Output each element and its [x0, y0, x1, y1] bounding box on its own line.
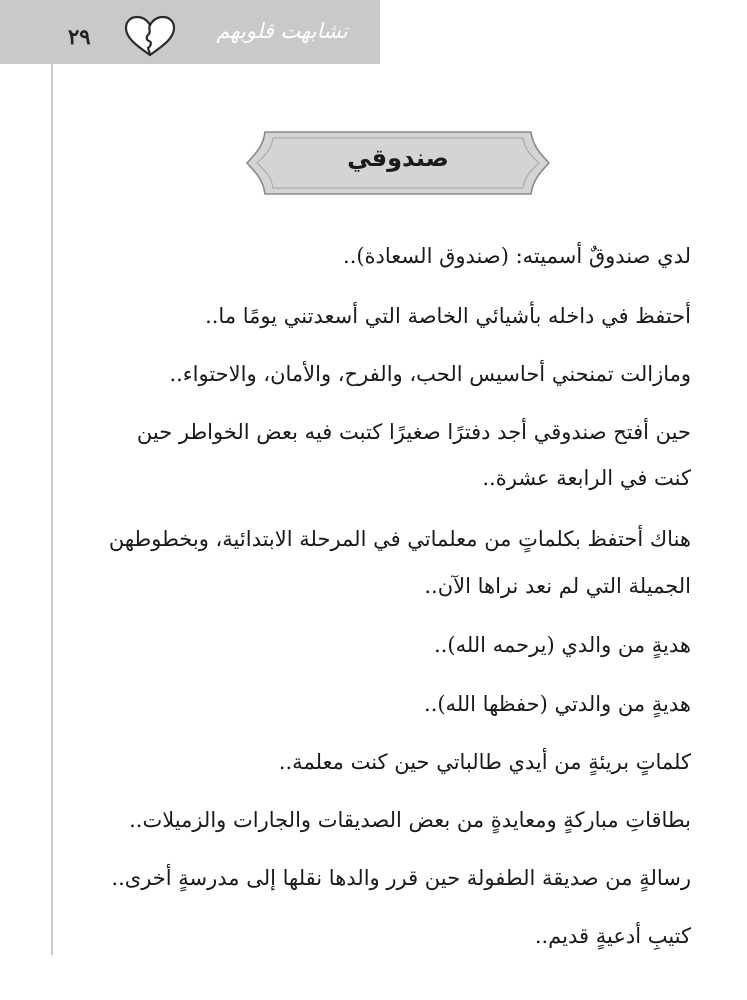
body-line-7: الجميلة التي لم نعد نراها الآن..	[424, 574, 691, 598]
body-line-11: بطاقاتِ مباركةٍ ومعايدةٍ من بعض الصديقات والجارات والزميلات..	[129, 808, 691, 832]
book-title: تشابهت قلوبهم	[216, 19, 348, 43]
body-line-13: كتيبِ أدعيةٍ قديم..	[534, 924, 691, 948]
chapter-title: صندوقي	[347, 144, 449, 172]
body-line-4: حين أفتح صندوقي أجد دفترًا صغيرًا كتبت فيه بعض الخواطر حين	[136, 420, 691, 444]
puzzle-heart-icon	[121, 14, 179, 58]
body-line-1: لدي صندوقٌ أسميته: (صندوق السعادة)..	[343, 244, 691, 268]
body-line-10: كلماتٍ بريئةٍ من أيدي طالباتي حين كنت معلمة..	[278, 750, 691, 774]
body-line-3: ومازالت تمنحني أحاسيس الحب، والفرح، والأمان، والاحتواء..	[169, 362, 691, 386]
body-line-5: كنت في الرابعة عشرة..	[482, 466, 691, 490]
body-line-2: أحتفظ في داخله بأشيائي الخاصة التي أسعدتني يومًا ما..	[205, 304, 691, 328]
body-line-9: هديةٍ من والدتي (حفظها الله)..	[424, 692, 691, 716]
page-number: ٢٩	[68, 24, 91, 49]
body-line-8: هديةٍ من والدي (يرحمه الله)..	[434, 633, 691, 657]
body-line-12: رسالةٍ من صديقة الطفولة حين قرر والدها نقلها إلى مدرسةٍ أخرى..	[111, 866, 691, 890]
body-line-6: هناك أحتفظ بكلماتٍ من معلماتي في المرحلة الابتدائية، وبخطوطهن	[108, 527, 691, 551]
margin-rule	[51, 0, 53, 955]
